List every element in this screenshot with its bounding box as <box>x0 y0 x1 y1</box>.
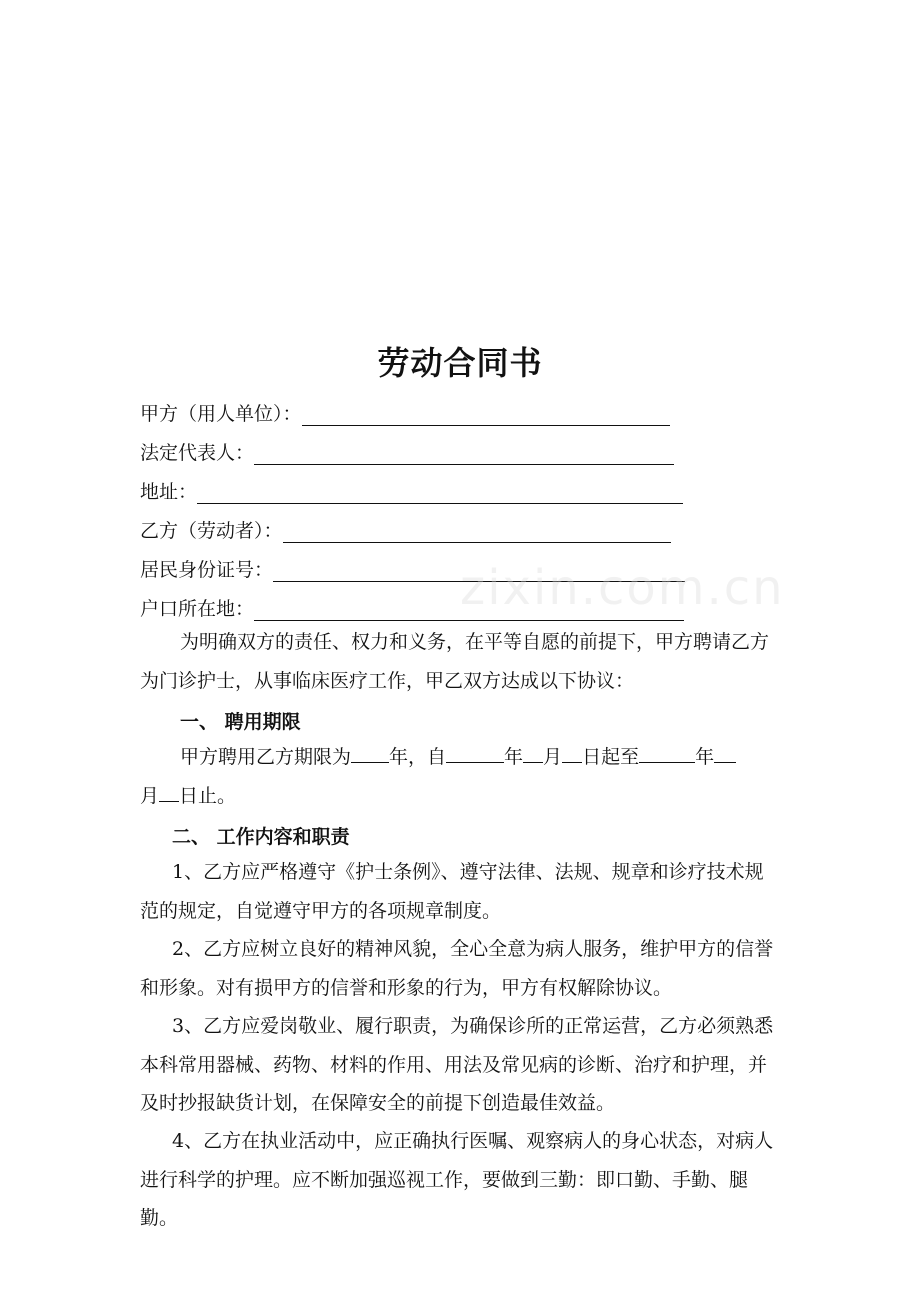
section-heading: 二、 工作内容和职责 <box>172 826 350 848</box>
blank-line[interactable] <box>197 479 683 504</box>
field-label: 地址： <box>140 481 198 503</box>
document-title: 劳动合同书 <box>377 344 543 382</box>
blank-line[interactable] <box>523 740 543 763</box>
blank-line[interactable] <box>302 401 670 426</box>
blank-line[interactable] <box>254 440 674 465</box>
field-label: 居民身份证号： <box>140 559 274 581</box>
term-paragraph: 甲方聘用乙方期限为 年，自 年 月 日起至 年 月 日止。 <box>140 738 782 815</box>
field-label: 甲方（用人单位）： <box>140 403 302 425</box>
field-party-a <box>140 396 670 426</box>
section-heading: 一、 聘用期限 <box>180 711 301 733</box>
blank-line[interactable] <box>639 740 695 763</box>
field-label: 法定代表人： <box>140 442 255 464</box>
watermark: zixin.com.cn <box>460 560 785 616</box>
blank-line[interactable] <box>351 740 389 763</box>
blank-line[interactable] <box>159 779 179 802</box>
blank-line[interactable] <box>283 518 671 543</box>
field-address <box>140 474 683 504</box>
list-item: 4、乙方在执业活动中，应正确执行医嘱、观察病人的身心状态，对病人进行科学的护理。应不断加强巡视工作，要做到三勤：即口勤、手勤、腿勤。 <box>140 1130 774 1229</box>
field-party-b <box>140 513 671 543</box>
field-label: 乙方（劳动者）： <box>140 520 283 542</box>
field-legal-rep <box>140 435 674 465</box>
blank-line[interactable] <box>562 740 582 763</box>
intro-paragraph <box>140 623 782 700</box>
list-item: 3、乙方应爱岗敬业、履行职责，为确保诊所的正常运营，乙方必须熟悉本科常用器械、药物、材料的作用、用法及常见病的诊断、治疗和护理，并及时抄报缺货计划，在保障安全的前提下创造最佳效益。 <box>140 1015 774 1114</box>
list-item: 2、乙方应树立良好的精神风貌，全心全意为病人服务，维护甲方的信誉和形象。对有损甲方的信誉和形象的行为，甲方有权解除协议。 <box>140 938 774 999</box>
list-item: 1、乙方应严格遵守《护士条例》、遵守法律、法规、规章和诊疗技术规范的规定，自觉遵守甲方的各项规章制度。 <box>140 861 764 922</box>
blank-line[interactable] <box>446 740 504 763</box>
field-label: 户口所在地： <box>140 598 255 620</box>
intro-text: 为明确双方的责任、权力和义务，在平等自愿的前提下，甲方聘请乙方为门诊护士，从事临床医疗工作，甲乙双方达成以下协议： <box>140 631 770 692</box>
blank-line[interactable] <box>714 740 736 763</box>
